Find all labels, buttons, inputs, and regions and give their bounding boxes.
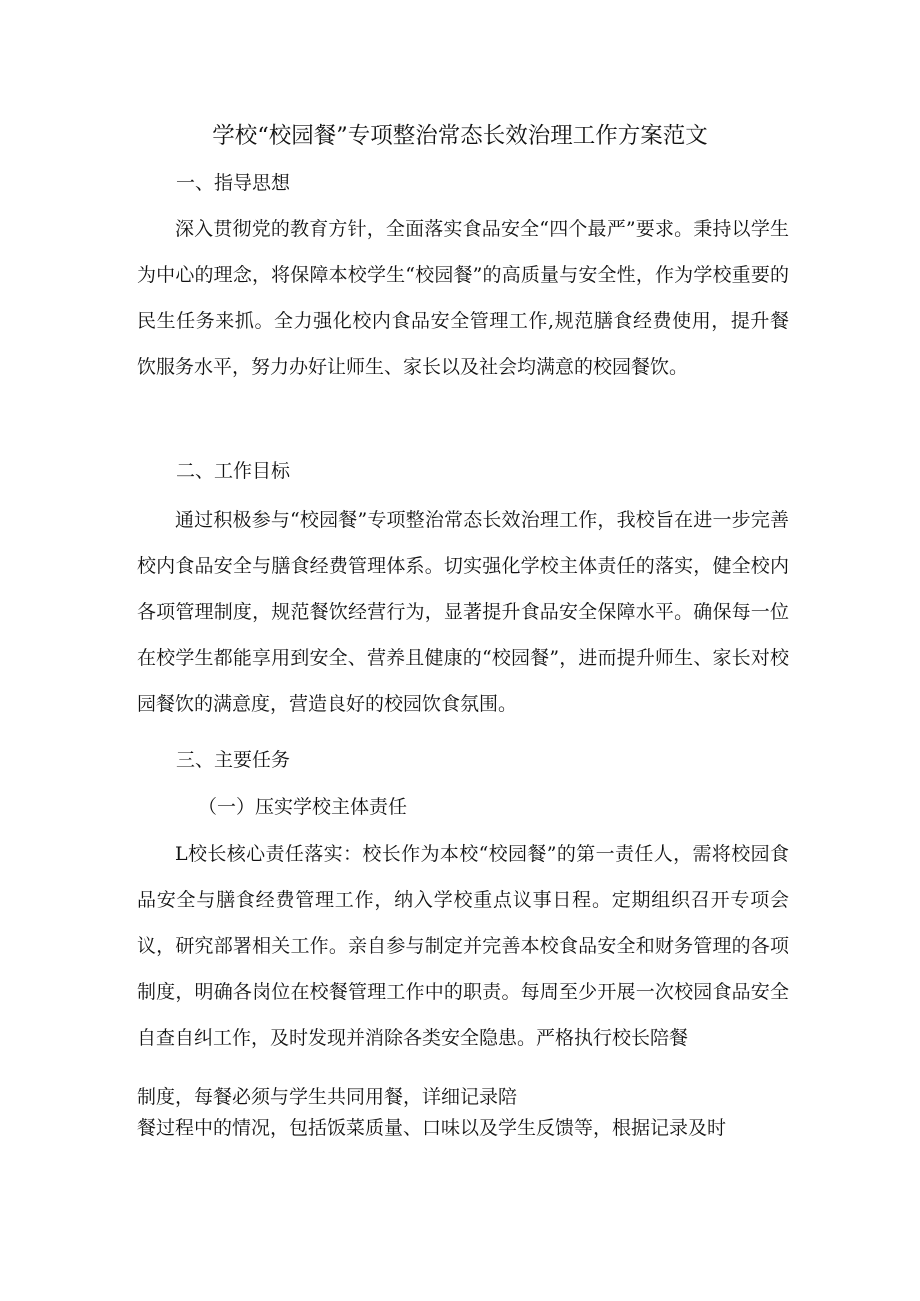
text-line-principal-dining-b: 餐过程中的情况，包括饭菜质量、口味以及学生反馈等，根据记录及时: [137, 1117, 727, 1139]
paragraph-principal-responsibility: L校长核心责任落实：校长作为本校“校园餐”的第一责任人，需将校园食品安全与膳食经费管理工作，纳入学校重点议事日程。定期组织召开专项会议，研究部署相关工作。亲自参与制定并完善本校食品安全和财务管理的各项制度，明确各岗位在校餐管理工作中的职责。每周至少开展一次校园食品安全自查自纠工作，及时发现并消除各类安全隐患。严格执行校长陪餐: [137, 843, 789, 1049]
paragraph-work-goals: 通过积极参与“校园餐”专项整治常态长效治理工作，我校旨在进一步完善校内食品安全与膳食经费管理体系。切实强化学校主体责任的落实，健全校内各项管理制度，规范餐饮经营行为，显著提升食品安全保障水平。确保每一位在校学生都能享用到安全、营养且健康的“校园餐”，进而提升师生、家长对校园餐饮的满意度，营造良好的校园饮食氛围。: [137, 509, 789, 715]
section-heading-main-tasks: 三、主要任务: [176, 749, 291, 771]
document-title: 学校“校园餐”专项整治常态长效治理工作方案范文: [212, 123, 708, 149]
text-line-principal-dining-a: 制度，每餐必须与学生共同用餐，详细记录陪: [137, 1086, 518, 1108]
paragraph-guiding-ideology: 深入贯彻党的教育方针，全面落实食品安全“四个最严”要求。秉持以学生为中心的理念，将保障本校学生“校园餐”的高质量与安全性，作为学校重要的民生任务来抓。全力强化校内食品安全管理工作,规范膳食经费使用，提升餐饮服务水平，努力办好让师生、家长以及社会均满意的校园餐饮。: [137, 218, 789, 378]
section-heading-work-goals: 二、工作目标: [176, 460, 291, 482]
subsection-heading-school-responsibility: （一）压实学校主体责任: [198, 796, 408, 818]
section-heading-guiding-ideology: 一、指导思想: [176, 172, 291, 194]
